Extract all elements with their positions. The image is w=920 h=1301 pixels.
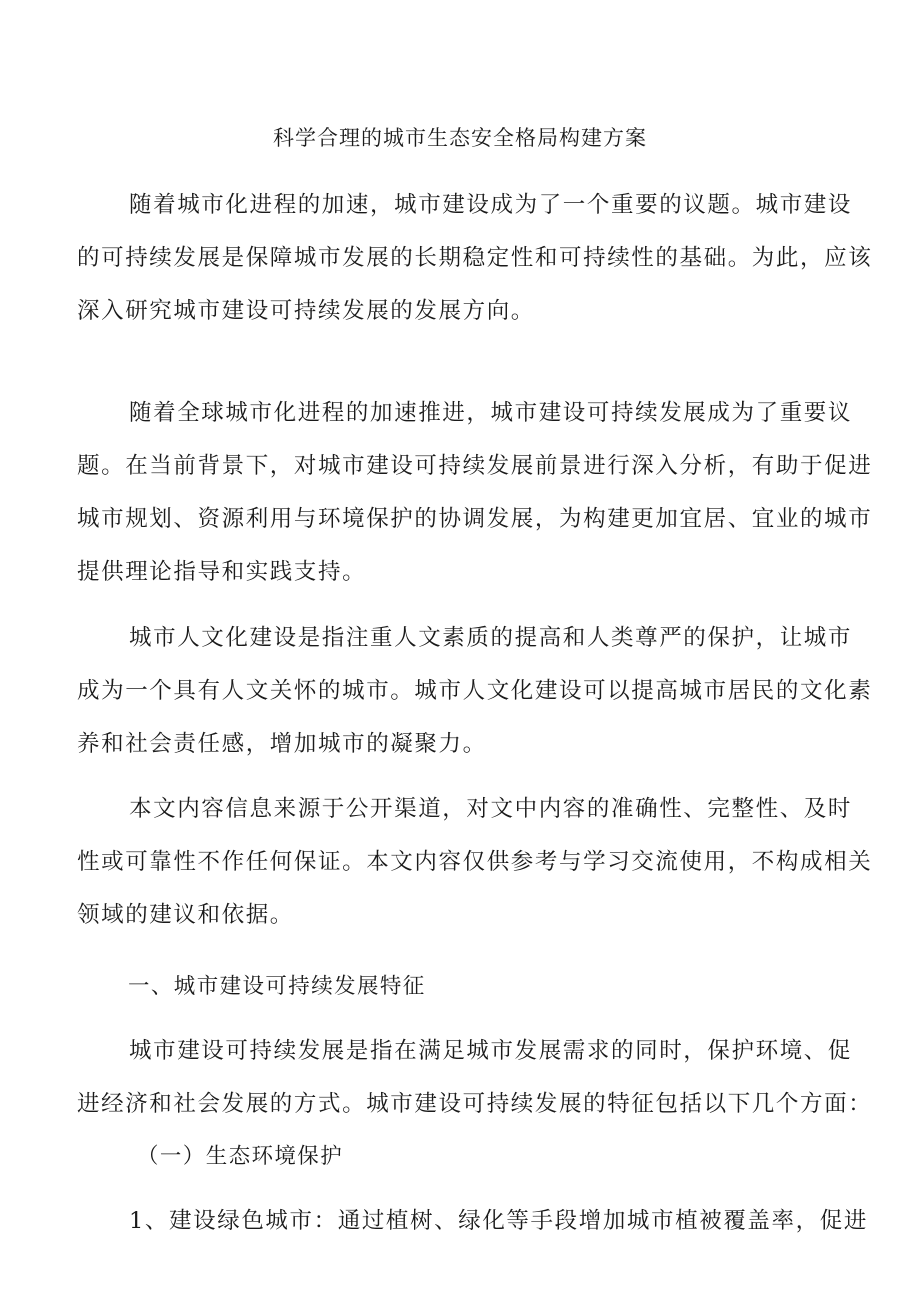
paragraph-line: 性或可靠性不作任何保证。本文内容仅供参考与学习交流使用，不构成相关 bbox=[77, 849, 873, 875]
paragraph-line: 提供理论指导和实践支持。 bbox=[77, 559, 367, 585]
paragraph-line: 的可持续发展是保障城市发展的长期稳定性和可持续性的基础。为此，应该 bbox=[77, 245, 873, 271]
section-heading: 一、城市建设可持续发展特征 bbox=[128, 974, 426, 999]
paragraph-line: 城市人文化建设是指注重人文素质的提高和人类尊严的保护，让城市 bbox=[129, 625, 853, 651]
paragraph-line: 深入研究城市建设可持续发展的发展方向。 bbox=[77, 298, 535, 324]
section-paragraph bbox=[77, 1025, 873, 1131]
paragraph-2 bbox=[77, 387, 873, 599]
paragraph-line: 成为一个具有人文关怀的城市。城市人文化建设可以提高城市居民的文化素 bbox=[77, 678, 873, 704]
paragraph-1 bbox=[77, 179, 873, 338]
subsection-heading: （一）生态环境保护 bbox=[137, 1144, 344, 1169]
paragraph-line: 1、建设绿色城市：通过植树、绿化等手段增加城市植被覆盖率，促进 bbox=[129, 1208, 868, 1234]
paragraph-line: 题。在当前背景下，对城市建设可持续发展前景进行深入分析，有助于促进 bbox=[77, 453, 873, 479]
paragraph-line: 养和社会责任感，增加城市的凝聚力。 bbox=[77, 731, 487, 757]
paragraph-line: 进经济和社会发展的方式。城市建设可持续发展的特征包括以下几个方面： bbox=[77, 1091, 873, 1117]
paragraph-line: 城市建设可持续发展是指在满足城市发展需求的同时，保护环境、促 bbox=[129, 1038, 853, 1064]
document-title: 科学合理的城市生态安全格局构建方案 bbox=[273, 126, 647, 150]
paragraph-line: 本文内容信息来源于公开渠道，对文中内容的准确性、完整性、及时 bbox=[129, 796, 853, 822]
paragraph-line: 随着全球城市化进程的加速推进，城市建设可持续发展成为了重要议 bbox=[129, 400, 853, 426]
item-paragraph bbox=[77, 1195, 868, 1248]
paragraph-line: 城市规划、资源利用与环境保护的协调发展，为构建更加宜居、宜业的城市 bbox=[77, 506, 873, 532]
paragraph-line: 领域的建议和依据。 bbox=[77, 902, 294, 928]
paragraph-3 bbox=[77, 612, 873, 771]
paragraph-4 bbox=[77, 783, 873, 942]
paragraph-line: 随着城市化进程的加速，城市建设成为了一个重要的议题。城市建设 bbox=[129, 192, 853, 218]
